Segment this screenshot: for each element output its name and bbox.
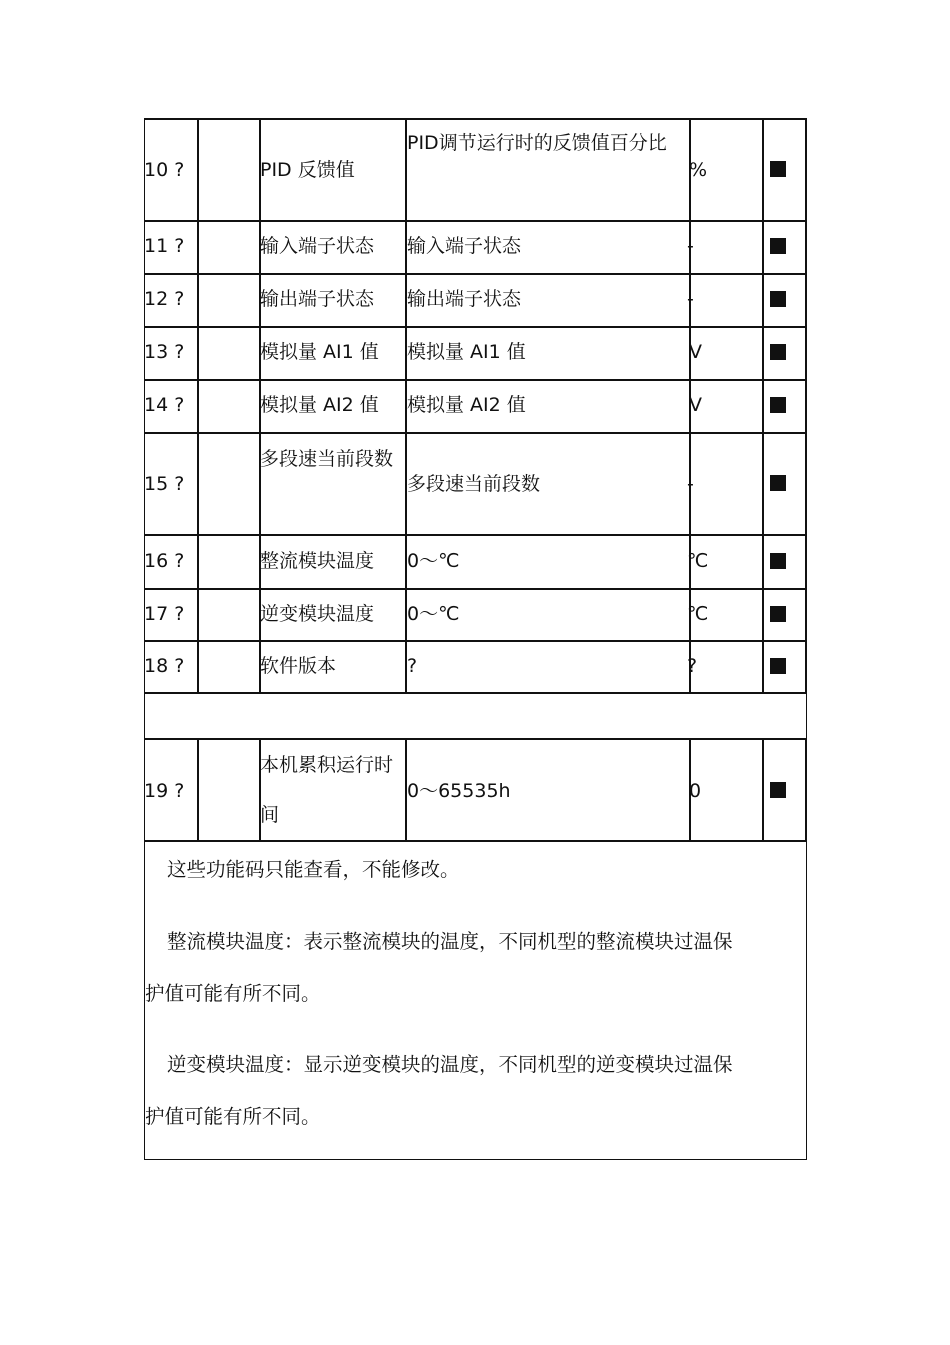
table-row <box>144 220 807 275</box>
black-square-icon <box>770 291 786 307</box>
table-row <box>144 738 807 842</box>
black-square-icon <box>770 658 786 674</box>
parameter-description: 0～℃ <box>407 550 460 572</box>
black-square-icon <box>770 397 786 413</box>
black-square-icon <box>770 238 786 254</box>
parameter-description: PID调节运行时的反馈值百分比 <box>407 132 667 154</box>
parameter-description: 0～℃ <box>407 603 460 625</box>
note-rectifier-line1: 整流模块温度：表示整流模块的温度，不同机型的整流模块过温保 <box>167 930 733 953</box>
table-row <box>144 534 807 590</box>
function-code: 11 ? <box>144 235 185 257</box>
parameter-name: 输出端子状态 <box>260 288 375 310</box>
parameter-name: 逆变模块温度 <box>260 603 375 625</box>
black-square-icon <box>770 475 786 491</box>
black-square-icon <box>770 553 786 569</box>
function-code: 10 ? <box>144 159 185 181</box>
table-row <box>144 326 807 381</box>
parameter-description: 0～65535h <box>407 780 511 802</box>
parameter-unit: 0 <box>689 780 702 802</box>
black-square-icon <box>770 606 786 622</box>
parameter-description: ? <box>407 655 418 677</box>
function-code: 14 ? <box>144 394 185 416</box>
blank-row <box>144 692 807 740</box>
parameter-unit: - <box>687 473 694 495</box>
notes-box <box>144 840 807 1160</box>
parameter-name: 整流模块温度 <box>260 550 375 572</box>
parameter-unit: ℃ <box>687 550 709 572</box>
parameter-unit: - <box>687 235 694 257</box>
table-row <box>144 118 807 222</box>
parameter-name: 多段速当前段数 <box>260 448 394 470</box>
parameter-name: PID 反馈值 <box>260 159 355 181</box>
function-code: 18 ? <box>144 655 185 677</box>
parameter-unit: - <box>687 288 694 310</box>
table-row <box>144 379 807 434</box>
table-row <box>144 588 807 642</box>
function-code: 12 ? <box>144 288 185 310</box>
function-code: 19 ? <box>144 780 185 802</box>
note-inverter-line1: 逆变模块温度：显示逆变模块的温度，不同机型的逆变模块过温保 <box>167 1053 733 1076</box>
parameter-unit: % <box>689 159 708 181</box>
black-square-icon <box>770 782 786 798</box>
table-row <box>144 273 807 328</box>
parameter-description: 输出端子状态 <box>407 288 522 310</box>
parameter-description: 输入端子状态 <box>407 235 522 257</box>
parameter-name: 软件版本 <box>260 655 337 677</box>
parameter-name: 模拟量 AI1 值 <box>260 341 379 363</box>
note-read-only: 这些功能码只能查看，不能修改。 <box>167 858 460 881</box>
black-square-icon <box>770 344 786 360</box>
parameter-unit: ℃ <box>687 603 709 625</box>
function-code: 13 ? <box>144 341 185 363</box>
black-square-icon <box>770 161 786 177</box>
table-row <box>144 432 807 536</box>
table-row <box>144 640 807 694</box>
parameter-unit: ? <box>687 655 698 677</box>
function-code: 16 ? <box>144 550 185 572</box>
parameter-description: 模拟量 AI2 值 <box>407 394 526 416</box>
parameter-name: 模拟量 AI2 值 <box>260 394 379 416</box>
parameter-unit: V <box>689 341 702 363</box>
note-inverter-line2: 护值可能有所不同。 <box>145 1105 321 1128</box>
parameter-name: 本机累积运行时间 <box>260 754 394 826</box>
function-code: 15 ? <box>144 473 185 495</box>
parameter-unit: V <box>689 394 702 416</box>
parameter-name: 输入端子状态 <box>260 235 375 257</box>
parameter-description: 模拟量 AI1 值 <box>407 341 526 363</box>
parameter-description: 多段速当前段数 <box>407 473 541 495</box>
function-code: 17 ? <box>144 603 185 625</box>
note-rectifier-line2: 护值可能有所不同。 <box>145 982 321 1005</box>
